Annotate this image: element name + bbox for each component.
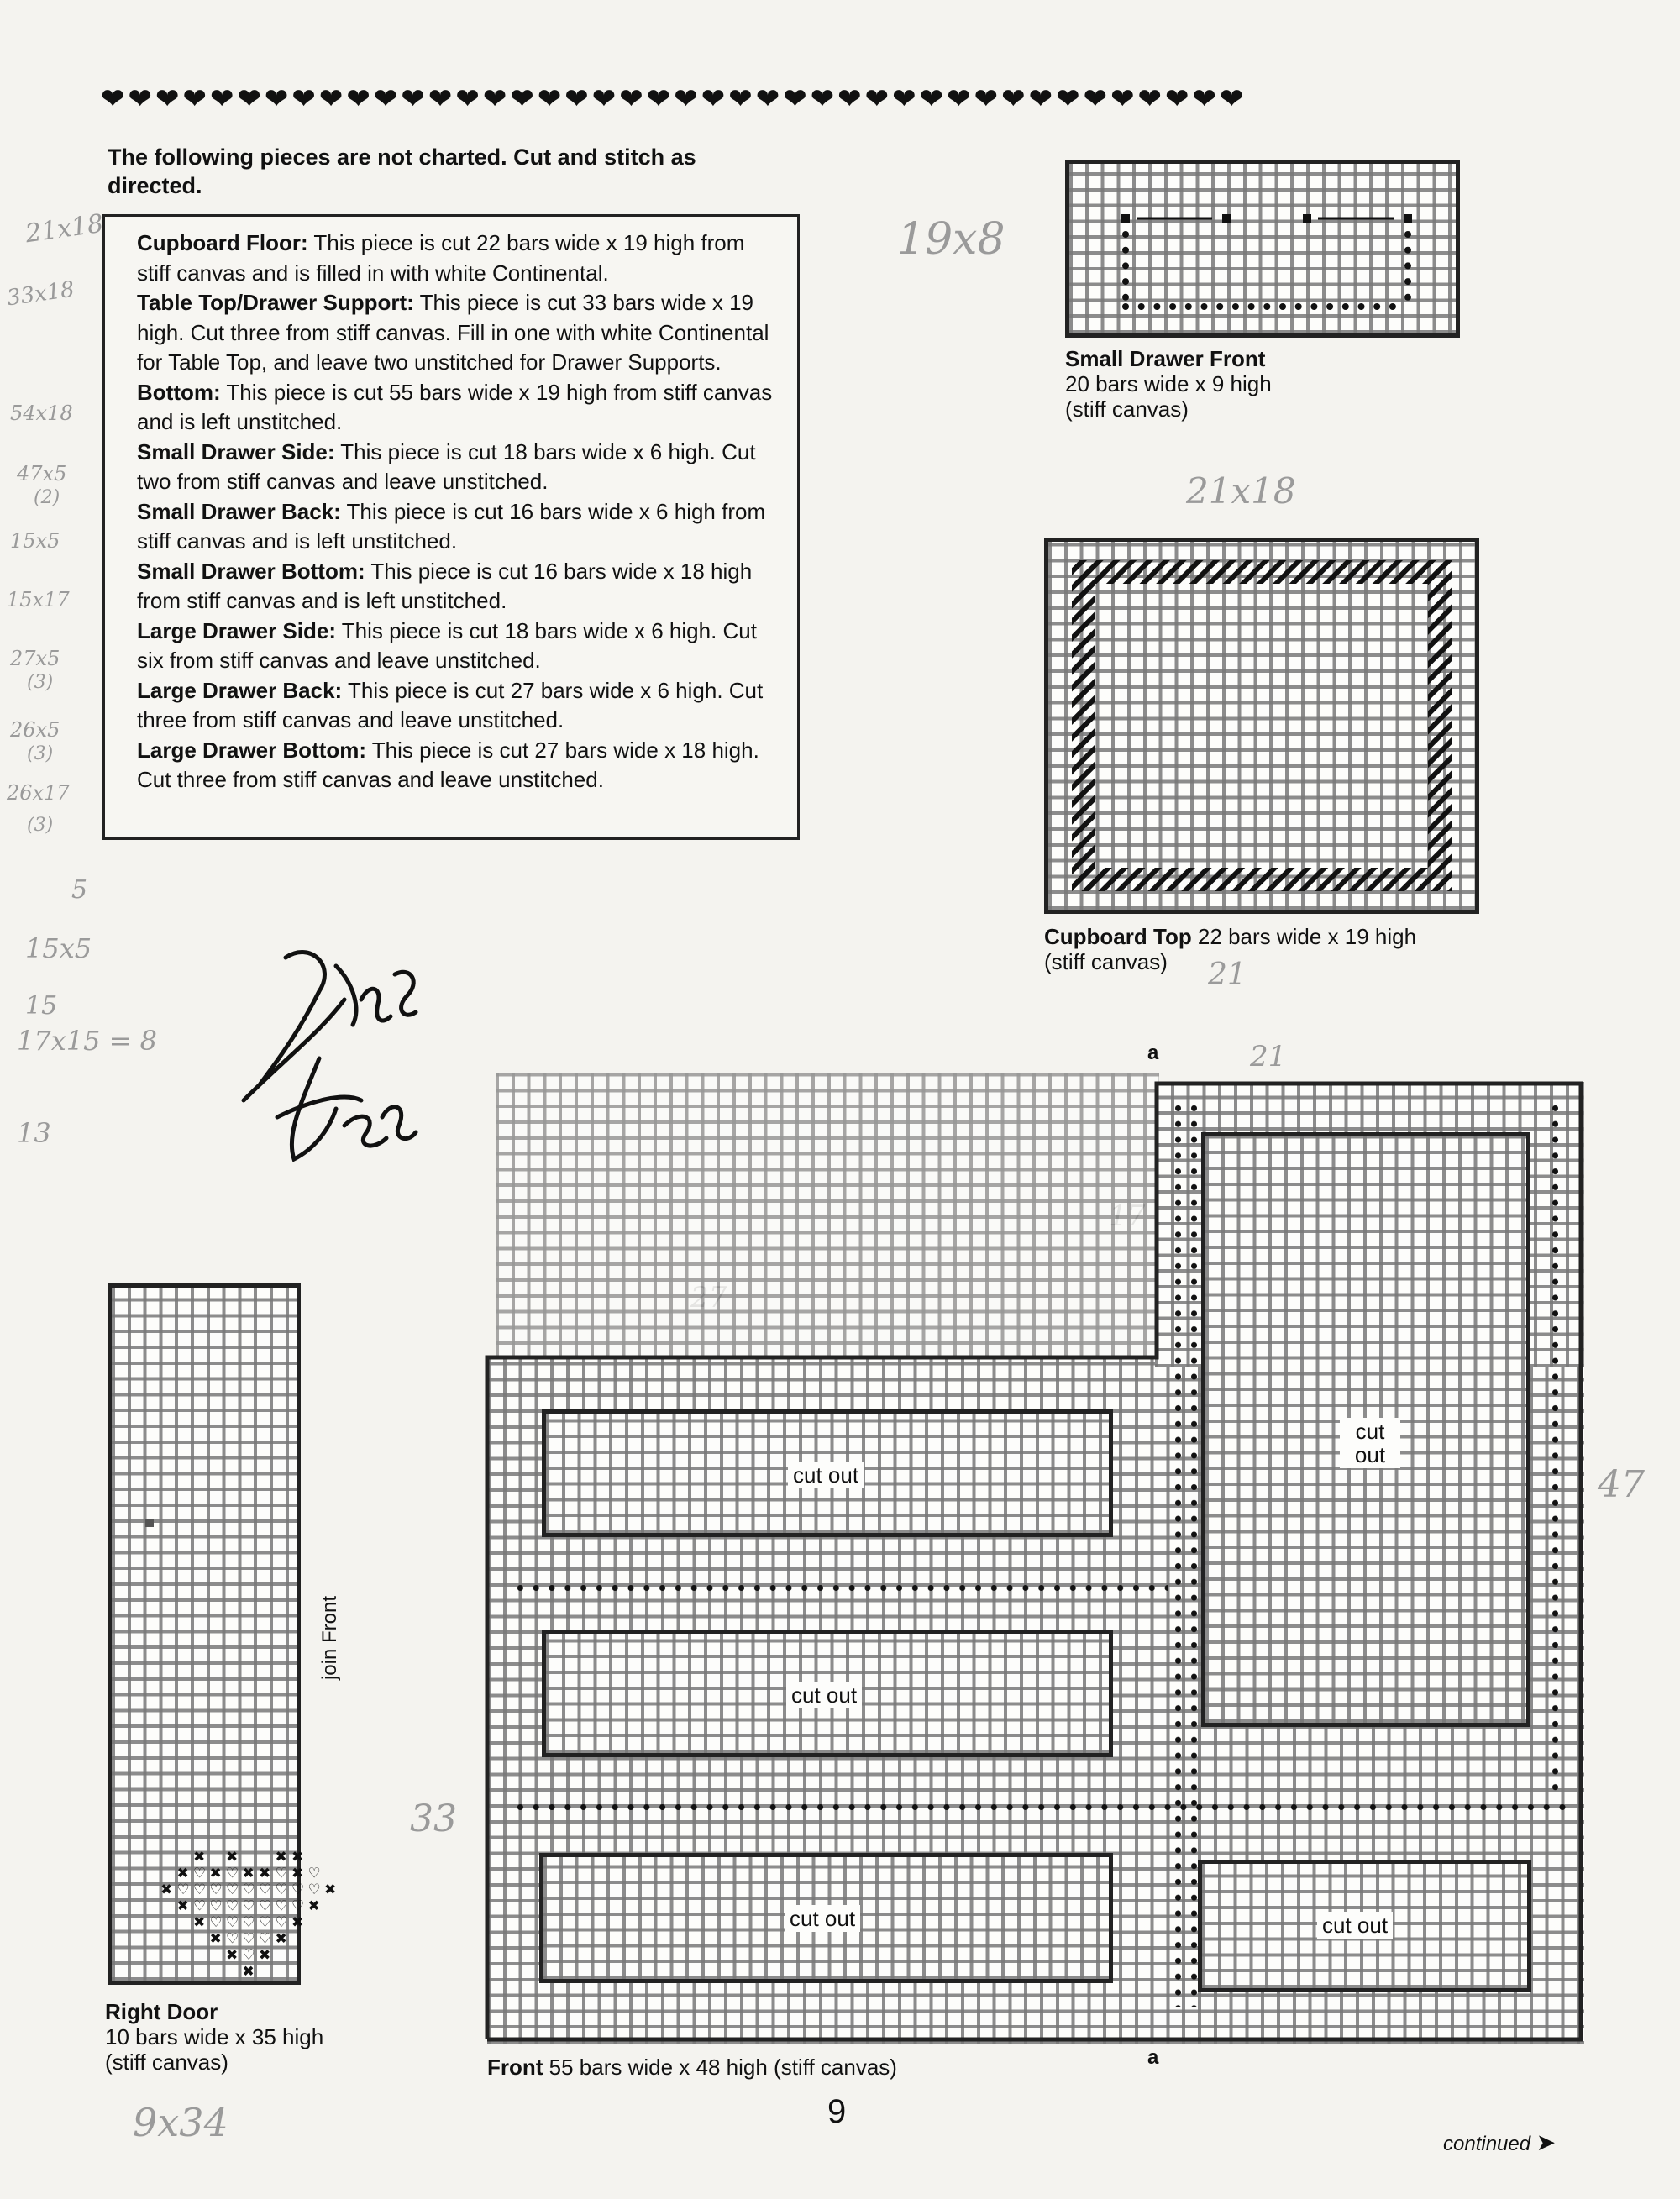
instruction-text: This piece is cut 16 bars wide x 18 high from stiff canvas and is left unstitched. — [137, 558, 753, 613]
cross-stitch: ✖ — [160, 1881, 173, 1898]
stitch-dot — [1185, 303, 1192, 310]
stitch-dot — [1358, 303, 1365, 310]
pencil-note: (3) — [27, 743, 54, 764]
cross-stitch: ✖ — [307, 1897, 320, 1915]
join-front-label-wrap — [312, 1586, 346, 1695]
heart-stitch: ♡ — [242, 1914, 255, 1931]
front-caption — [487, 2055, 897, 2080]
arrow-right-icon: ➤ — [1536, 2129, 1557, 2155]
instruction-table-top — [137, 288, 777, 378]
caption-title: Front — [487, 2055, 543, 2080]
stitch-dot — [1122, 303, 1129, 310]
caption-title: Right Door — [105, 1999, 218, 2024]
heart-stitch: ♡ — [242, 1947, 255, 1964]
cross-stitch: ✖ — [259, 1865, 271, 1882]
caption-material: (stiff canvas) — [1044, 949, 1168, 974]
stitch-dot — [1404, 247, 1411, 254]
pencil-note: 15 — [25, 991, 58, 1021]
heart-stitch: ♡ — [242, 1897, 255, 1915]
pencil-note: 19x8 — [897, 214, 1005, 265]
heart-stitch: ♡ — [307, 1881, 321, 1898]
caption-size: 22 bars wide x 19 high — [1191, 924, 1417, 949]
caption-size: 20 bars wide x 9 high — [1065, 371, 1272, 396]
cross-stitch: ✖ — [209, 1930, 222, 1948]
stitch-dot — [1404, 278, 1411, 285]
caption-title: Cupboard Top — [1044, 924, 1192, 949]
instruction-text: This piece is cut 22 bars wide x 19 high from stiff canvas and is filled in with white Continental. — [137, 230, 745, 286]
pencil-note: 13 — [17, 1117, 51, 1149]
instruction-title: Table Top/Drawer Support: — [137, 290, 414, 315]
small-drawer-front-caption — [1065, 346, 1272, 422]
stitch-dot — [1326, 303, 1333, 310]
heart-stitch: ♡ — [275, 1897, 288, 1915]
stitch-dot — [1216, 303, 1223, 310]
caption-material: (stiff canvas) — [1065, 396, 1189, 422]
cross-stitch: ✖ — [193, 1849, 206, 1866]
cupboard-top-grid — [1044, 538, 1479, 914]
stitch-dot — [1404, 262, 1411, 269]
pencil-note: 21x18 — [24, 208, 106, 249]
small-drawer-front-grid — [1065, 160, 1460, 338]
pencil-note: 33 — [410, 1798, 457, 1840]
instruction-text: This piece is cut 33 bars wide x 19 high. Cut three from stiff canvas. Fill in one with white Continental for Table Top, and leave two unstitched for Drawer Supports. — [137, 290, 769, 375]
stitch-dot — [1404, 294, 1411, 301]
pencil-note: 9x34 — [133, 2100, 228, 2145]
heart-stitch: ♡ — [275, 1914, 288, 1931]
pencil-note: 21x18 — [1186, 470, 1296, 512]
instruction-bottom — [137, 378, 777, 438]
instruction-text: This piece is cut 27 bars wide x 6 high. Cut three from stiff canvas and leave unstitched. — [137, 677, 764, 732]
instruction-title: Large Drawer Bottom: — [137, 737, 367, 763]
continued-text: continued — [1443, 2133, 1531, 2155]
front-marker-top: a — [1147, 1042, 1159, 1064]
stitch-line-vertical-3 — [1552, 1100, 1558, 1798]
stitch-dot — [1279, 303, 1286, 310]
caption-size: 10 bars wide x 35 high — [105, 2024, 324, 2049]
pencil-note: (3) — [27, 815, 54, 836]
cross-stitch: ✖ — [226, 1947, 239, 1964]
pencil-note: 47x5 — [17, 462, 67, 485]
front-marker-bottom: a — [1147, 2046, 1159, 2069]
heart-stitch: ♡ — [242, 1881, 255, 1898]
stitch-dot — [1263, 303, 1270, 310]
stitch-dot — [1295, 303, 1302, 310]
pencil-note: 5 — [71, 875, 88, 905]
stitch-dot — [1153, 303, 1160, 310]
pencil-note: 21 — [1208, 958, 1247, 992]
cross-stitch: ✖ — [242, 1963, 255, 1981]
instruction-text: This piece is cut 18 bars wide x 6 high. Cut two from stiff canvas and leave unstitched. — [137, 438, 756, 494]
heart-stitch: ♡ — [209, 1897, 223, 1915]
cross-stitch: ✖ — [275, 1930, 287, 1948]
instruction-title: Cupboard Floor: — [137, 230, 308, 255]
heart-stitch: ♡ — [242, 1930, 255, 1948]
heart-stitch: ♡ — [193, 1865, 207, 1882]
instruction-small-drawer-bottom — [137, 557, 777, 617]
instruction-cupboard-floor — [137, 228, 777, 288]
instruction-title: Small Drawer Bottom: — [137, 558, 365, 584]
instruction-title: Small Drawer Back: — [137, 498, 341, 524]
cross-stitch: ✖ — [193, 1914, 206, 1931]
heart-stitch: ♡ — [226, 1897, 239, 1915]
cross-stitch: ✖ — [259, 1947, 271, 1964]
heart-stitch: ♡ — [193, 1897, 207, 1915]
instruction-small-drawer-side — [137, 438, 777, 497]
drawer-front-stitches — [1069, 164, 1456, 333]
cupboard-top-border-stitches — [1048, 542, 1475, 910]
cross-stitch: ✖ — [275, 1849, 287, 1866]
stitch-dot — [1310, 303, 1317, 310]
heart-stitch: ♡ — [209, 1914, 223, 1931]
instruction-title: Bottom: — [137, 379, 221, 405]
stitch-dot — [1201, 303, 1208, 310]
stitch-dot — [1122, 231, 1129, 238]
cross-stitch: ✖ — [209, 1865, 222, 1882]
stitch-dot — [1232, 303, 1239, 310]
instruction-text: This piece is cut 18 bars wide x 6 high. Cut six from stiff canvas and leave unstitched. — [137, 617, 757, 673]
join-front-label: join Front — [318, 1595, 341, 1681]
instruction-large-drawer-side — [137, 617, 777, 676]
stitch-line-vertical-2 — [1191, 1100, 1197, 2007]
stitch-line-horizontal-2 — [512, 1804, 1572, 1810]
continued-label — [1443, 2128, 1556, 2156]
instruction-title: Large Drawer Side: — [137, 617, 336, 643]
instruction-text: This piece is cut 27 bars wide x 18 high. Cut three from stiff canvas and leave unstitched. — [137, 737, 759, 792]
instruction-small-drawer-back — [137, 497, 777, 557]
cross-stitch: ✖ — [176, 1897, 189, 1915]
pencil-note: 15x17 — [7, 588, 70, 611]
instruction-text: This piece is cut 16 bars wide x 6 high from stiff canvas and is left unstitched. — [137, 498, 766, 554]
caption-material: (stiff canvas) — [105, 2049, 228, 2075]
heart-stitch: ♡ — [193, 1881, 207, 1898]
cutout-label: cut out — [1340, 1418, 1400, 1468]
heart-stitch: ♡ — [307, 1865, 321, 1882]
stitch-dot — [1122, 294, 1129, 301]
stitch-dot — [1389, 303, 1396, 310]
pencil-note: (3) — [27, 672, 54, 693]
heart-stitch: ♡ — [291, 1897, 305, 1915]
stitch-dot — [1169, 303, 1176, 310]
heart-stitch: ♡ — [226, 1881, 239, 1898]
heart-stitch: ♡ — [259, 1914, 272, 1931]
instruction-title: Small Drawer Side: — [137, 438, 335, 464]
stitch-dot — [1122, 278, 1129, 285]
pencil-note: 15x5 — [10, 529, 60, 553]
instruction-large-drawer-bottom — [137, 736, 777, 795]
page-number: 9 — [827, 2093, 847, 2130]
cross-stitch: ✖ — [242, 1865, 255, 1882]
heart-stitch: ♡ — [259, 1897, 272, 1915]
heart-stitch: ♡ — [259, 1881, 272, 1898]
stitch-line-horizontal-1 — [512, 1585, 1168, 1591]
cross-stitch: ✖ — [291, 1914, 304, 1931]
heart-stitch: ♡ — [291, 1881, 305, 1898]
stitch-dot — [1122, 247, 1129, 254]
heart-border: ❤❤❤❤❤❤❤❤❤❤❤❤❤❤❤❤❤❤❤❤❤❤❤❤❤❤❤❤❤❤❤❤❤❤❤❤❤❤❤❤❤❤ — [101, 82, 1247, 116]
caption-size: 55 bars wide x 48 high (stiff canvas) — [543, 2055, 897, 2080]
heart-stitch: ♡ — [226, 1930, 239, 1948]
stitch-dot — [1122, 262, 1129, 269]
stitch-dot — [1248, 303, 1255, 310]
cross-stitch: ✖ — [176, 1865, 189, 1882]
pencil-note: 15x5 — [25, 932, 92, 964]
heart-stitch: ♡ — [226, 1865, 239, 1882]
stitch-dot — [1373, 303, 1380, 310]
caption-title: Small Drawer Front — [1065, 346, 1266, 371]
stitch-dot — [1404, 231, 1411, 238]
pencil-note: 27x5 — [10, 647, 60, 670]
stitch-dot — [1342, 303, 1349, 310]
intro-text: The following pieces are not charted. Cut and stitch as directed. — [108, 144, 696, 198]
pencil-note: 33x18 — [5, 276, 76, 312]
pencil-note: 21 — [1250, 1040, 1287, 1073]
cutout-label: cut out — [785, 1905, 860, 1932]
cupboard-top-caption — [1044, 924, 1416, 974]
heart-stitch: ♡ — [275, 1865, 288, 1882]
instructions-box — [102, 214, 800, 840]
pencil-note: 26x17 — [7, 781, 70, 805]
heart-stitch: ♡ — [209, 1881, 223, 1898]
front-panel — [487, 1065, 1588, 2044]
cross-stitch: ✖ — [291, 1849, 304, 1866]
heart-stitch: ♡ — [226, 1914, 239, 1931]
instruction-text: This piece is cut 55 bars wide x 19 high from stiff canvas and is left unstitched. — [137, 379, 773, 434]
cutout-label: cut out — [786, 1682, 862, 1708]
heart-stitch: ♡ — [176, 1881, 190, 1898]
pencil-note: 17x15 = 8 — [17, 1025, 157, 1057]
stitch-dot — [1138, 303, 1145, 310]
heart-stitch: ♡ — [275, 1881, 288, 1898]
instruction-title: Large Drawer Back: — [137, 677, 343, 703]
cross-stitch: ✖ — [324, 1881, 337, 1898]
heart-stitch: ♡ — [259, 1930, 272, 1948]
stitch-line-vertical-1 — [1175, 1100, 1181, 2007]
cross-stitch: ✖ — [226, 1849, 239, 1866]
pencil-note: 26x5 — [10, 718, 60, 742]
cutout-label: cut out — [1317, 1912, 1393, 1939]
cross-stitch: ✖ — [291, 1865, 304, 1882]
signature — [235, 907, 437, 1193]
instruction-large-drawer-back — [137, 676, 777, 736]
cutout-label: cut out — [788, 1462, 864, 1488]
pencil-note: (2) — [34, 487, 60, 508]
pencil-note: 47 — [1598, 1463, 1645, 1506]
pencil-note: 54x18 — [10, 401, 73, 425]
right-door-caption — [105, 1999, 323, 2075]
